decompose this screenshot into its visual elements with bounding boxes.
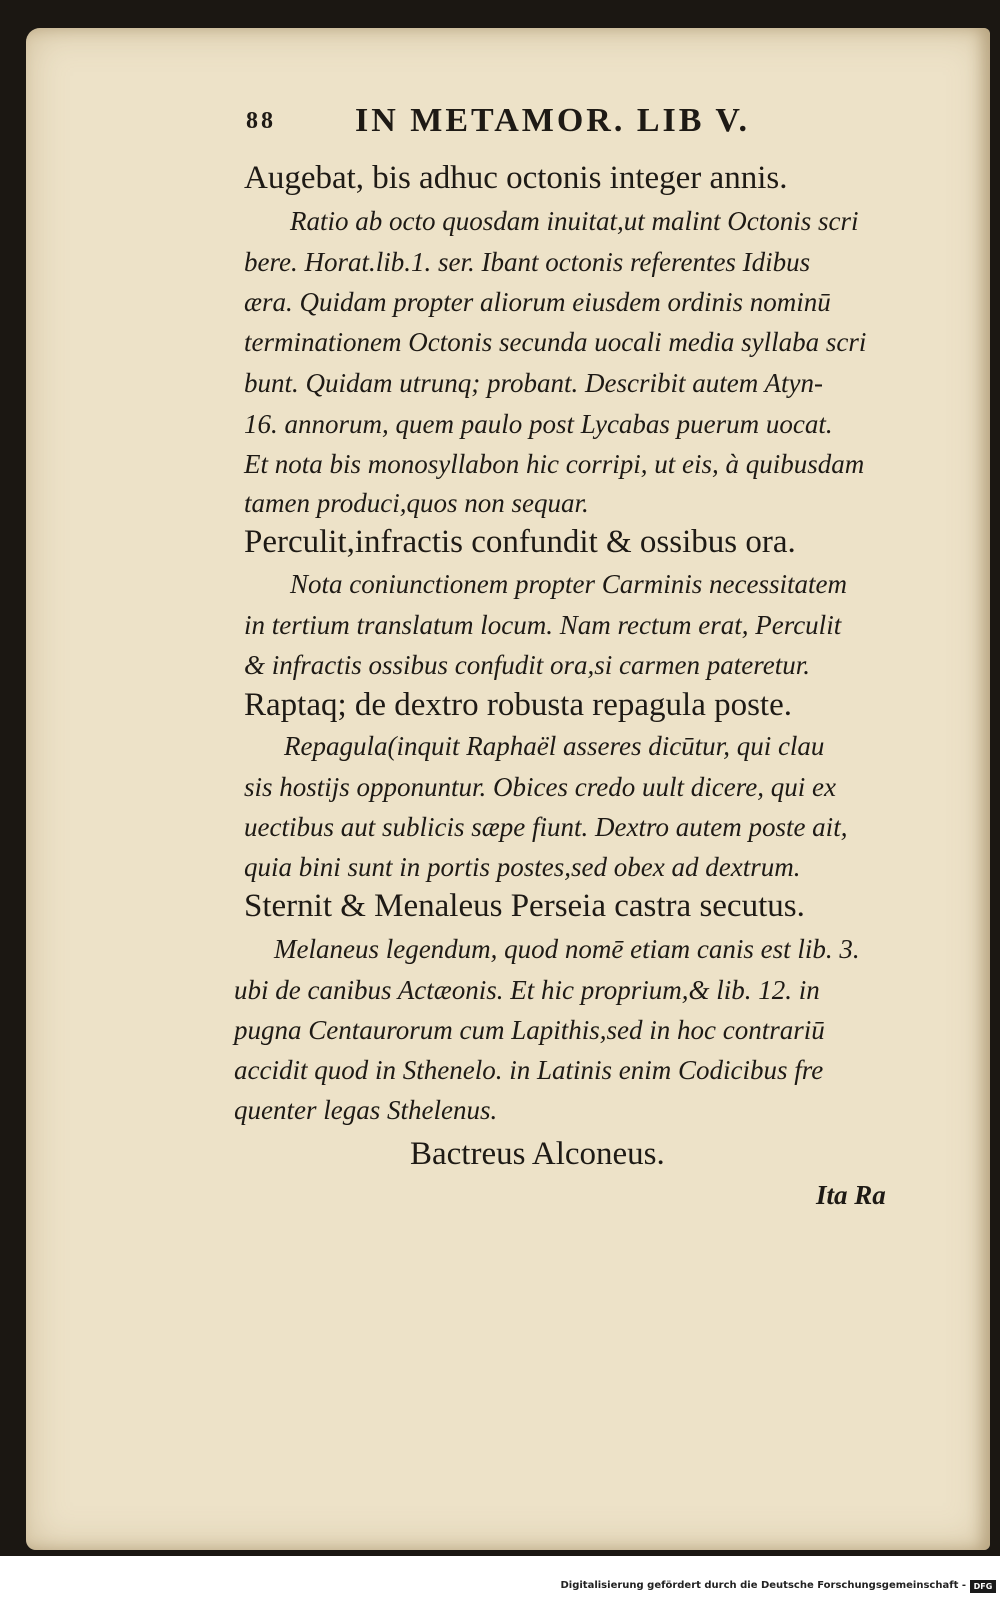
footer [0, 1578, 1000, 1597]
verse-line: Augebat, bis adhuc octonis integer annis. [244, 160, 788, 196]
commentary-line: quia bini sunt in portis postes,sed obex ad dextrum. [244, 852, 801, 882]
commentary-line: & infractis ossibus confudit ora,si carmen pateretur. [244, 650, 810, 680]
commentary-line: bere. Horat.lib.1. ser. Ibant octonis referentes Idibus [244, 247, 811, 277]
verse-line: Sternit & Menaleus Perseia castra secutus. [244, 888, 805, 924]
commentary-line: quenter legas Sthelenus. [234, 1095, 498, 1125]
funding-notice: Digitalisierung gefördert durch die Deutsche Forschungsgemeinschaft - [560, 1580, 966, 1591]
commentary-line: tamen produci,quos non sequar. [244, 488, 589, 518]
commentary-line: Nota coniunctionem propter Carminis necessitatem [290, 569, 847, 599]
commentary-line: accidit quod in Sthenelo. in Latinis enim Codicibus fre [234, 1055, 824, 1085]
dfg-logo: DFG [970, 1580, 996, 1593]
folio-number: 88 [246, 108, 276, 134]
catchword: Ita Ra [816, 1180, 886, 1210]
verse-line: Bactreus Alconeus. [410, 1136, 665, 1172]
commentary-line: Melaneus legendum, quod nomē etiam canis est lib. 3. [274, 934, 860, 964]
running-title: IN METAMOR. LIB V. [355, 102, 750, 139]
verse-line: Raptaq; de dextro robusta repagula poste. [244, 687, 792, 723]
verse-line: Perculit,infractis confundit & ossibus ora. [244, 524, 796, 560]
commentary-line: terminationem Octonis secunda uocali media syllaba scri [244, 327, 867, 357]
commentary-line: uectibus aut sublicis sæpe fiunt. Dextro autem poste ait, [244, 812, 848, 842]
commentary-line: æra. Quidam propter aliorum eiusdem ordinis nominū [244, 287, 831, 317]
commentary-line: ubi de canibus Actæonis. Et hic proprium,& lib. 12. in [234, 975, 820, 1005]
commentary-line: Ratio ab octo quosdam inuitat,ut malint Octonis scri [290, 206, 859, 236]
commentary-line: in tertium translatum locum. Nam rectum erat, Perculit [244, 610, 842, 640]
commentary-line: sis hostijs opponuntur. Obices credo uult dicere, qui ex [244, 772, 836, 802]
commentary-line: pugna Centaurorum cum Lapithis,sed in hoc contrariū [234, 1015, 825, 1045]
commentary-line: Repagula(inquit Raphaël asseres dicūtur, qui clau [284, 731, 825, 761]
commentary-line: 16. annorum, quem paulo post Lycabas puerum uocat. [244, 409, 833, 439]
commentary-line: bunt. Quidam utrunq; probant. Describit autem Atyn- [244, 368, 823, 398]
commentary-line: Et nota bis monosyllabon hic corripi, ut eis, à quibusdam [244, 449, 865, 479]
